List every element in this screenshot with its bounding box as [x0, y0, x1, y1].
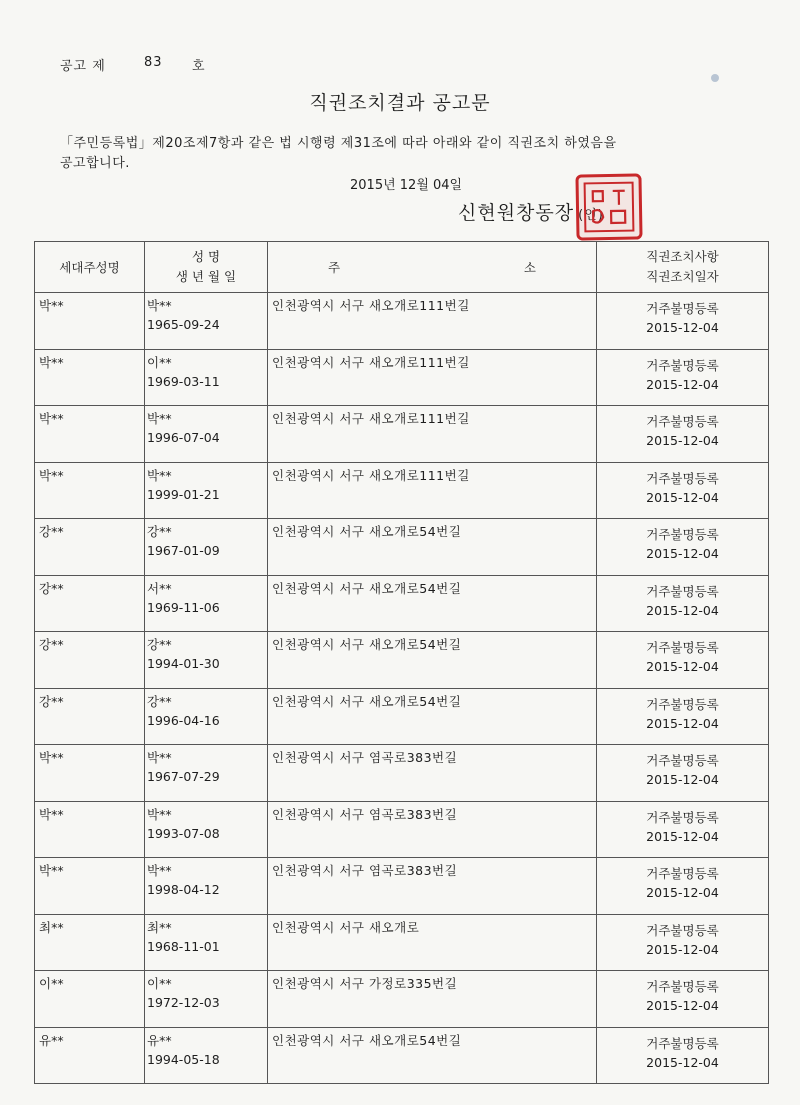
action-date: 2015-12-04	[646, 489, 719, 505]
address-text: 인천광역시 서구 새오개로54번길	[272, 580, 462, 596]
householder-name: 강**	[39, 693, 64, 709]
name-cell	[145, 406, 268, 463]
householder-name: 유**	[39, 1032, 64, 1048]
header-address-left: 주	[328, 260, 341, 275]
action-cell	[597, 914, 769, 971]
birth-date: 1996-04-16	[147, 712, 220, 728]
action-date: 2015-12-04	[646, 885, 719, 900]
header-action	[597, 242, 769, 293]
table-row	[35, 745, 769, 802]
action-date: 2015-12-04	[646, 1054, 719, 1070]
person-name: 서**	[147, 580, 172, 596]
header-name-birth	[145, 242, 268, 293]
action-text: 거주불명등록	[646, 696, 719, 712]
official-title: 신현원창동장	[458, 202, 575, 224]
official-seal-stamp	[575, 173, 642, 240]
header-action-label: 직권조치사항	[646, 249, 719, 264]
name-cell	[145, 1027, 268, 1084]
action-cell	[597, 462, 769, 519]
householder-name: 이**	[39, 976, 64, 991]
name-cell	[145, 632, 268, 689]
name-cell	[145, 914, 268, 971]
action-text: 거주불명등록	[646, 583, 719, 599]
action-text: 거주불명등록	[646, 414, 719, 429]
action-text: 거주불명등록	[646, 527, 719, 542]
action-cell	[597, 349, 769, 406]
address-text: 인천광역시 서구 새오개로54번길	[272, 1032, 462, 1048]
householder-cell	[35, 519, 145, 576]
action-cell	[597, 858, 769, 915]
header-householder-label: 세대주성명	[59, 260, 120, 275]
address-cell	[268, 971, 597, 1028]
address-cell	[268, 1027, 597, 1084]
address-text: 인천광역시 서구 새오개로	[272, 919, 420, 935]
person-name: 박**	[147, 467, 172, 483]
birth-date: 1994-05-18	[147, 1051, 220, 1067]
birth-date: 1965-09-24	[147, 317, 220, 332]
householder-name: 강**	[39, 524, 64, 539]
body-text-line-1: 「주민등록법」제20조제7항과 같은 법 시행령 제31조에 따라 아래와 같이 직권조치 하였음을	[60, 136, 617, 151]
person-name: 박**	[147, 750, 172, 765]
notice-label: 공고 제	[60, 59, 106, 74]
address-cell	[268, 293, 597, 350]
name-cell	[145, 688, 268, 745]
action-text: 거주불명등록	[646, 1035, 719, 1051]
action-date: 2015-12-04	[646, 715, 719, 731]
address-cell	[268, 462, 597, 519]
name-cell	[145, 858, 268, 915]
householder-cell	[35, 575, 145, 632]
householder-cell	[35, 349, 145, 406]
person-name: 유**	[147, 1032, 172, 1048]
table-header-row	[35, 242, 769, 293]
registration-table	[34, 241, 769, 1084]
name-cell	[145, 745, 268, 802]
householder-cell	[35, 632, 145, 689]
action-text: 거주불명등록	[646, 866, 719, 881]
address-cell	[268, 914, 597, 971]
householder-name: 강**	[39, 637, 64, 652]
householder-name: 최**	[39, 919, 64, 935]
householder-name: 박**	[39, 467, 64, 483]
action-date: 2015-12-04	[646, 941, 719, 957]
action-text: 거주불명등록	[646, 301, 719, 316]
header-address-right: 소	[523, 260, 536, 275]
householder-cell	[35, 971, 145, 1028]
address-text: 인천광역시 서구 새오개로111번길	[272, 411, 470, 426]
person-name: 박**	[147, 411, 172, 426]
document-title: 직권조치결과 공고문	[309, 92, 491, 114]
action-date: 2015-12-04	[646, 602, 719, 618]
person-name: 이**	[147, 354, 172, 370]
name-cell	[145, 575, 268, 632]
address-text: 인천광역시 서구 가정로335번길	[272, 976, 458, 991]
action-text: 거주불명등록	[646, 753, 719, 768]
person-name: 박**	[147, 298, 172, 313]
action-text: 거주불명등록	[646, 922, 719, 938]
address-text: 인천광역시 서구 새오개로54번길	[272, 637, 462, 652]
birth-date: 1969-03-11	[147, 373, 220, 389]
address-text: 인천광역시 서구 염곡로383번길	[272, 750, 458, 765]
table-row	[35, 406, 769, 463]
address-text: 인천광역시 서구 새오개로111번길	[272, 467, 470, 483]
person-name: 최**	[147, 919, 172, 935]
birth-date: 1967-07-29	[147, 769, 220, 784]
householder-cell	[35, 858, 145, 915]
birth-date: 1994-01-30	[147, 656, 220, 671]
householder-name: 박**	[39, 298, 64, 313]
notice-date: 2015년 12월 04일	[350, 178, 463, 193]
birth-date: 1972-12-03	[147, 995, 220, 1010]
householder-cell	[35, 745, 145, 802]
name-cell	[145, 971, 268, 1028]
action-date: 2015-12-04	[646, 998, 719, 1013]
body-text-line-2: 공고합니다.	[60, 156, 130, 171]
action-text: 거주불명등록	[646, 357, 719, 373]
action-text: 거주불명등록	[646, 470, 719, 486]
person-name: 이**	[147, 976, 172, 991]
address-text: 인천광역시 서구 새오개로111번길	[272, 354, 470, 370]
table-row	[35, 971, 769, 1028]
action-date: 2015-12-04	[646, 546, 719, 561]
action-text: 거주불명등록	[646, 809, 719, 825]
householder-cell	[35, 801, 145, 858]
address-cell	[268, 575, 597, 632]
header-birth-label: 생 년 월 일	[175, 269, 237, 284]
action-text: 거주불명등록	[646, 640, 719, 655]
person-name: 강**	[147, 524, 172, 539]
birth-date: 1998-04-12	[147, 882, 220, 897]
notice-suffix: 호	[192, 59, 206, 74]
action-date: 2015-12-04	[646, 376, 719, 392]
action-cell	[597, 406, 769, 463]
address-text: 인천광역시 서구 새오개로54번길	[272, 693, 462, 709]
header-householder	[35, 242, 145, 293]
table-row	[35, 519, 769, 576]
address-cell	[268, 688, 597, 745]
householder-cell	[35, 914, 145, 971]
table-row	[35, 801, 769, 858]
action-cell	[597, 971, 769, 1028]
action-cell	[597, 293, 769, 350]
person-name: 강**	[147, 693, 172, 709]
action-cell	[597, 632, 769, 689]
table-row	[35, 858, 769, 915]
action-text: 거주불명등록	[646, 979, 719, 994]
address-cell	[268, 745, 597, 802]
address-cell	[268, 632, 597, 689]
table-row	[35, 462, 769, 519]
name-cell	[145, 519, 268, 576]
scan-mark	[711, 74, 719, 82]
address-cell	[268, 406, 597, 463]
action-cell	[597, 575, 769, 632]
birth-date: 1999-01-21	[147, 486, 220, 502]
address-text: 인천광역시 서구 염곡로383번길	[272, 863, 458, 878]
action-cell	[597, 801, 769, 858]
householder-cell	[35, 1027, 145, 1084]
address-text: 인천광역시 서구 염곡로383번길	[272, 806, 458, 822]
householder-name: 박**	[39, 750, 64, 765]
address-text: 인천광역시 서구 새오개로111번길	[272, 298, 470, 313]
table-row	[35, 632, 769, 689]
name-cell	[145, 462, 268, 519]
name-cell	[145, 801, 268, 858]
householder-cell	[35, 688, 145, 745]
action-cell	[597, 1027, 769, 1084]
householder-name: 박**	[39, 411, 64, 426]
birth-date: 1993-07-08	[147, 825, 220, 841]
householder-cell	[35, 293, 145, 350]
official-seal-mark: (인)	[578, 208, 604, 223]
birth-date: 1969-11-06	[147, 599, 220, 615]
header-address	[268, 242, 597, 293]
householder-name: 강**	[39, 580, 64, 596]
householder-name: 박**	[39, 354, 64, 370]
birth-date: 1968-11-01	[147, 938, 220, 954]
action-date: 2015-12-04	[646, 433, 719, 448]
seal-pattern-icon	[583, 181, 636, 234]
householder-cell	[35, 406, 145, 463]
name-cell	[145, 349, 268, 406]
address-text: 인천광역시 서구 새오개로54번길	[272, 524, 462, 539]
person-name: 박**	[147, 863, 172, 878]
header-name-label: 성 명	[191, 249, 221, 264]
address-cell	[268, 858, 597, 915]
householder-name: 박**	[39, 806, 64, 822]
action-date: 2015-12-04	[646, 772, 719, 787]
table-row	[35, 688, 769, 745]
address-cell	[268, 519, 597, 576]
table-row	[35, 293, 769, 350]
action-cell	[597, 519, 769, 576]
address-cell	[268, 349, 597, 406]
table-row	[35, 575, 769, 632]
householder-name: 박**	[39, 863, 64, 878]
table-row	[35, 914, 769, 971]
birth-date: 1996-07-04	[147, 430, 220, 445]
action-date: 2015-12-04	[646, 828, 719, 844]
name-cell	[145, 293, 268, 350]
action-date: 2015-12-04	[646, 320, 719, 335]
header-action-date-label: 직권조치일자	[646, 269, 719, 284]
table-row	[35, 1027, 769, 1084]
notice-number	[60, 55, 206, 74]
person-name: 강**	[147, 637, 172, 652]
person-name: 박**	[147, 806, 172, 822]
birth-date: 1967-01-09	[147, 543, 220, 558]
action-cell	[597, 688, 769, 745]
householder-cell	[35, 462, 145, 519]
action-cell	[597, 745, 769, 802]
address-cell	[268, 801, 597, 858]
notice-number-value: 83	[144, 55, 163, 70]
action-date: 2015-12-04	[646, 659, 719, 674]
table-row	[35, 349, 769, 406]
